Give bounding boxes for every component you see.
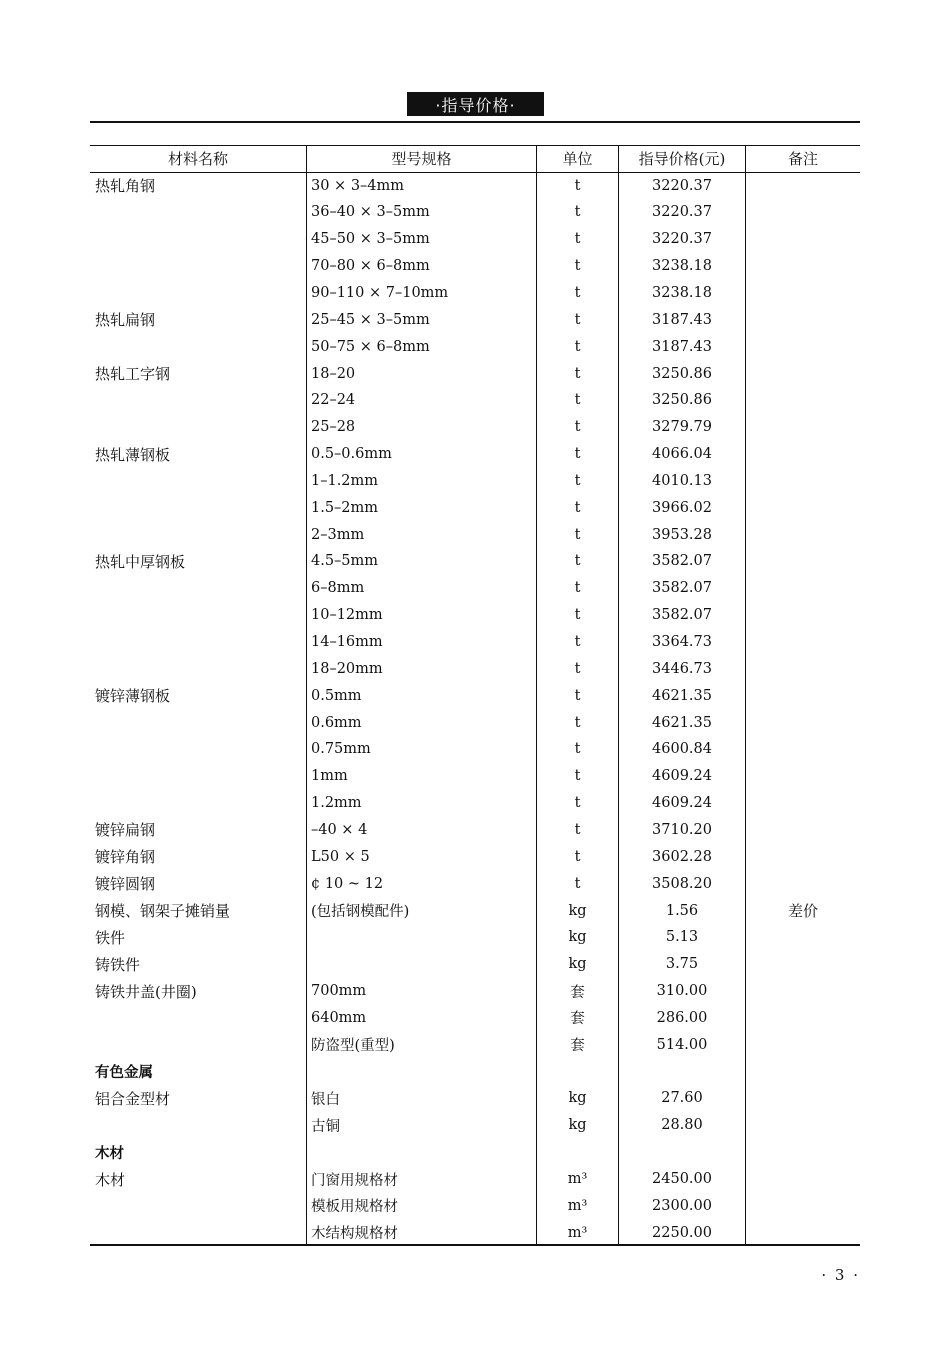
spec-cell: 0.6mm — [311, 714, 362, 731]
material-name-cell: 铝合金型材 — [95, 1089, 171, 1108]
price-cell: 4621.35 — [652, 687, 712, 704]
price-cell: 3187.43 — [652, 338, 712, 355]
price-cell: 3279.79 — [652, 419, 712, 436]
material-name-cell: 热轧中厚钢板 — [95, 552, 186, 571]
unit-cell: kg — [568, 956, 587, 973]
unit-cell: t — [574, 795, 581, 812]
unit-cell: t — [574, 365, 581, 382]
price-cell: 3220.37 — [652, 231, 712, 248]
price-cell: 2300.00 — [652, 1197, 712, 1214]
price-cell: 4600.84 — [652, 741, 712, 758]
price-cell: 310.00 — [656, 983, 708, 999]
material-name-cell: 镀锌扁钢 — [95, 821, 156, 840]
material-name-cell: 镀锌圆钢 — [95, 875, 156, 894]
material-name-cell: 铸铁井盖(井圈) — [95, 982, 197, 1001]
unit-cell: t — [574, 258, 581, 275]
unit-cell: 套 — [570, 1011, 585, 1028]
spec-cell: ¢ 10 ~ 12 — [311, 875, 384, 892]
unit-cell: 套 — [570, 984, 585, 1001]
spec-cell: 70–80 × 6–8mm — [311, 258, 430, 275]
price-cell: 5.13 — [665, 929, 699, 946]
price-cell: 27.60 — [661, 1090, 703, 1107]
spec-cell: 30 × 3–4mm — [311, 177, 405, 194]
price-cell: 3446.73 — [652, 660, 712, 677]
spec-cell: 4.5–5mm — [311, 553, 379, 570]
unit-cell: t — [574, 231, 581, 248]
material-name-cell: 镀锌角钢 — [95, 848, 156, 867]
material-name-cell: 铁件 — [95, 928, 126, 947]
spec-cell: 18–20 — [311, 365, 356, 382]
material-name-cell: 热轧角钢 — [95, 177, 156, 195]
spec-cell: (包括钢模配件) — [311, 904, 410, 920]
unit-cell: t — [574, 177, 581, 194]
unit-cell: m³ — [567, 1171, 588, 1187]
unit-cell: t — [574, 446, 581, 462]
unit-cell: t — [574, 848, 581, 865]
unit-cell: t — [574, 553, 581, 570]
price-cell: 3582.07 — [652, 580, 712, 597]
spec-cell: 90–110 × 7–10mm — [311, 284, 449, 301]
price-cell: 28.80 — [661, 1117, 703, 1134]
material-name-cell: 木材 — [95, 1170, 126, 1189]
section-heading: 木材 — [95, 1145, 124, 1162]
unit-cell: t — [574, 741, 581, 758]
page-title: ·指导价格· — [407, 92, 544, 116]
unit-cell: kg — [568, 929, 587, 946]
price-cell: 286.00 — [656, 1009, 708, 1026]
price-cell: 3508.20 — [652, 875, 712, 892]
unit-cell: 套 — [570, 1038, 585, 1055]
unit-cell: t — [574, 687, 581, 704]
price-cell: 4621.35 — [652, 714, 712, 731]
spec-cell: 18–20mm — [311, 660, 383, 677]
spec-cell: 36–40 × 3–5mm — [311, 204, 430, 221]
price-cell: 2250.00 — [652, 1224, 712, 1241]
price-cell: 3238.18 — [652, 284, 712, 301]
spec-cell: 模板用规格材 — [311, 1199, 398, 1216]
unit-cell: t — [574, 284, 581, 301]
price-cell: 1.56 — [665, 902, 699, 919]
spec-cell: 门窗用规格材 — [311, 1172, 398, 1189]
spec-cell: 640mm — [311, 1009, 367, 1026]
spec-cell: 古铜 — [311, 1118, 340, 1135]
unit-cell: t — [574, 821, 581, 838]
spec-cell: 1–1.2mm — [311, 472, 379, 489]
unit-cell: t — [574, 607, 581, 624]
spec-cell: 700mm — [311, 983, 367, 999]
unit-cell: m³ — [567, 1224, 588, 1241]
spec-cell: 22–24 — [311, 392, 356, 409]
note-cell: 差价 — [787, 902, 818, 920]
price-cell: 4609.24 — [652, 768, 712, 785]
price-cell: 3220.37 — [652, 204, 712, 221]
unit-cell: t — [574, 526, 581, 543]
unit-cell: kg — [568, 1090, 587, 1107]
spec-cell: 6–8mm — [311, 580, 365, 597]
spec-cell: L50 × 5 — [311, 848, 370, 865]
spec-cell: 0.5mm — [311, 687, 362, 704]
material-name-cell: 热轧薄钢板 — [95, 445, 171, 464]
unit-cell: m³ — [567, 1197, 588, 1214]
material-name-cell: 热轧扁钢 — [95, 311, 156, 330]
price-cell: 4010.13 — [652, 472, 712, 489]
spec-cell: –40 × 4 — [311, 821, 368, 838]
spec-cell: 0.5–0.6mm — [311, 446, 392, 462]
unit-cell: t — [574, 204, 581, 221]
unit-cell: t — [574, 660, 581, 677]
spec-cell: 0.75mm — [311, 741, 371, 758]
price-cell: 3582.07 — [652, 553, 712, 570]
unit-cell: t — [574, 580, 581, 597]
price-cell: 3966.02 — [652, 499, 712, 516]
header-note: 备注 — [787, 150, 818, 168]
unit-cell: t — [574, 875, 581, 892]
section-heading: 有色金属 — [95, 1065, 153, 1082]
unit-cell: t — [574, 768, 581, 785]
price-cell: 514.00 — [656, 1036, 708, 1053]
price-cell: 3187.43 — [652, 311, 712, 328]
price-cell: 3250.86 — [652, 365, 712, 382]
spec-cell: 防盗型(重型) — [311, 1038, 395, 1055]
unit-cell: t — [574, 714, 581, 731]
header-spec: 型号规格 — [391, 150, 452, 168]
price-cell: 3364.73 — [652, 634, 712, 650]
unit-cell: t — [574, 392, 581, 409]
unit-cell: t — [574, 634, 581, 650]
unit-cell: t — [574, 499, 581, 516]
price-cell: 3250.86 — [652, 392, 712, 409]
header-price: 指导价格(元) — [638, 150, 726, 168]
spec-cell: 50–75 × 6–8mm — [311, 338, 430, 355]
material-name-cell: 热轧工字钢 — [95, 365, 171, 383]
unit-cell: t — [574, 311, 581, 328]
page-number: · 3 · — [821, 1266, 860, 1284]
spec-cell: 木结构规格材 — [311, 1226, 398, 1243]
spec-cell: 25–45 × 3–5mm — [311, 311, 430, 328]
material-name-cell: 镀锌薄钢板 — [95, 687, 171, 706]
header-unit: 单位 — [562, 150, 593, 168]
price-cell: 3953.28 — [652, 526, 712, 543]
spec-cell: 14–16mm — [311, 634, 383, 650]
spec-cell: 1.5–2mm — [311, 499, 379, 516]
price-cell: 2450.00 — [652, 1171, 712, 1187]
material-name-cell: 钢模、钢架子摊销量 — [95, 902, 231, 920]
spec-cell: 1.2mm — [311, 795, 362, 812]
unit-cell: t — [574, 472, 581, 489]
unit-cell: t — [574, 338, 581, 355]
price-cell: 3582.07 — [652, 607, 712, 624]
spec-cell: 2–3mm — [311, 526, 365, 543]
spec-cell: 25–28 — [311, 419, 356, 436]
header-material-name: 材料名称 — [167, 150, 228, 168]
price-cell: 3710.20 — [652, 821, 712, 838]
spec-cell: 10–12mm — [311, 607, 383, 624]
material-name-cell: 铸铁件 — [95, 955, 141, 974]
spec-cell: 45–50 × 3–5mm — [311, 231, 430, 248]
unit-cell: t — [574, 419, 581, 436]
price-cell: 3602.28 — [652, 848, 712, 865]
price-cell: 3.75 — [665, 956, 699, 973]
price-cell: 4066.04 — [652, 446, 712, 462]
price-cell: 3220.37 — [652, 177, 712, 194]
price-cell: 4609.24 — [652, 795, 712, 812]
price-cell: 3238.18 — [652, 258, 712, 275]
spec-cell: 银白 — [311, 1091, 340, 1108]
spec-cell: 1mm — [311, 768, 348, 785]
unit-cell: kg — [568, 902, 587, 919]
unit-cell: kg — [568, 1117, 587, 1134]
